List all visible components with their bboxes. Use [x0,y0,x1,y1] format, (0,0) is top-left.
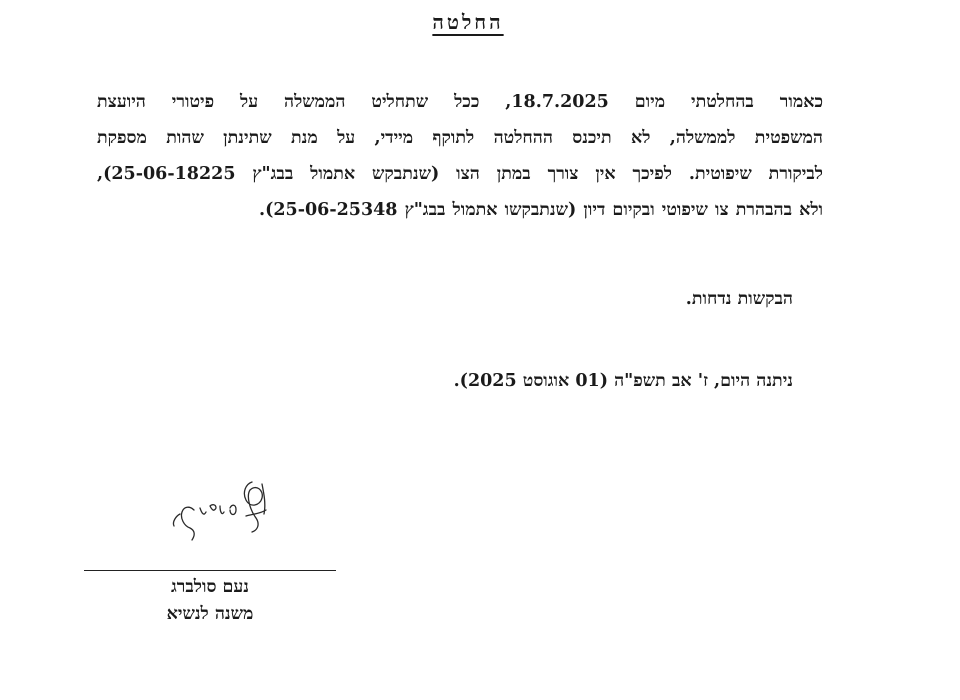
paragraph-line: כאמור בהחלטתי מיום 18.7.2025, ככל שתחליט הממשלה על פיטורי היועצת [97,92,823,112]
signer-name: נעם סולברג [170,577,250,597]
paragraph-line: לביקורת שיפוטית. לפיכך אין צורך במתן הצו (שנתבקש אתמול בבג"ץ 25-06-18225), [97,164,823,184]
signer-title: משנה לנשיא [166,604,254,624]
signature-line [84,570,336,571]
given-date: ניתנה היום, ז' אב תשפ"ה (01 אוגוסט 2025). [453,371,793,391]
document-title: החלטה [432,10,504,34]
paragraph-line: ולא בהבהרת צו שיפוטי ובקיום דיון (שנתבקשו אתמול בבג"ץ 25-06-25348). [258,200,823,220]
ruling-text: הבקשות נדחות. [685,289,793,309]
handwritten-signature [150,470,280,550]
decision-paragraph [97,84,823,228]
paragraph-line: המשפטית לממשלה, לא תיכנס ההחלטה לתוקף מיידי, על מנת שתינתן שהות מספקת [97,128,823,148]
